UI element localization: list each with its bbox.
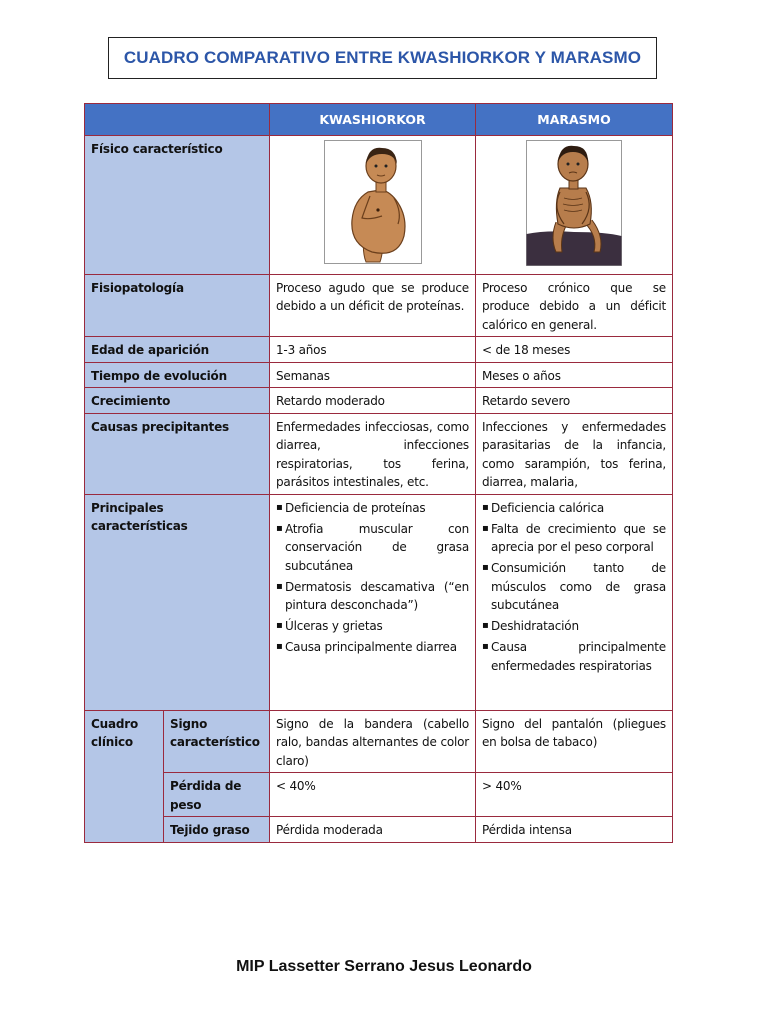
label-crecimiento: Crecimiento: [85, 388, 270, 414]
label-causas: Causas precipitantes: [85, 413, 270, 494]
header-marasmo: MARASMO: [476, 104, 673, 136]
kwashiorkor-tiempo: Semanas: [270, 362, 476, 388]
list-item: ▪ Deficiencia de proteínas: [276, 499, 469, 518]
list-item: ▪ Úlceras y grietas: [276, 617, 469, 636]
header-kwashiorkor: KWASHIORKOR: [270, 104, 476, 136]
label-fisiopatologia: Fisiopatología: [85, 274, 270, 337]
row-crecimiento: [85, 388, 673, 414]
row-tejido-graso: [85, 817, 673, 843]
list-item: ▪ Causa principalmente diarrea: [276, 638, 469, 657]
title-box: [108, 37, 657, 79]
label-edad: Edad de aparición: [85, 337, 270, 363]
list-item: ▪ Falta de crecimiento que se aprecia por el peso corporal: [482, 520, 666, 557]
kwashiorkor-caracteristicas: [270, 494, 476, 710]
label-fisico: Físico característico: [85, 136, 270, 275]
row-edad: [85, 337, 673, 363]
marasmo-caracteristicas: [476, 494, 673, 710]
kwashiorkor-image-cell: [270, 136, 476, 275]
row-caracteristicas: [85, 494, 673, 710]
kwashiorkor-signo: Signo de la bandera (cabello ralo, bandas alternantes de color claro): [270, 710, 476, 773]
list-item: ▪ Deshidratación: [482, 617, 666, 636]
kwashiorkor-child-illustration: [324, 140, 422, 264]
kwashiorkor-perdida-peso: < 40%: [270, 773, 476, 817]
comparison-table: [84, 103, 673, 843]
kwashiorkor-fisiopatologia: Proceso agudo que se produce debido a un déficit de proteínas.: [270, 274, 476, 337]
list-item: ▪ Deficiencia calórica: [482, 499, 666, 518]
marasmo-perdida-peso: > 40%: [476, 773, 673, 817]
kwashiorkor-crecimiento: Retardo moderado: [270, 388, 476, 414]
row-perdida-peso: [85, 773, 673, 817]
label-tejido-graso: Tejido graso: [164, 817, 270, 843]
kwashiorkor-tejido-graso: Pérdida moderada: [270, 817, 476, 843]
marasmo-feature-list: [482, 499, 666, 676]
marasmo-tiempo: Meses o años: [476, 362, 673, 388]
marasmus-child-illustration: [526, 140, 622, 266]
marasmo-tejido-graso: Pérdida intensa: [476, 817, 673, 843]
list-item: ▪ Dermatosis descamativa (“en pintura desconchada”): [276, 578, 469, 615]
label-tiempo: Tiempo de evolución: [85, 362, 270, 388]
list-item: ▪ Atrofia muscular con conservación de grasa subcutánea: [276, 520, 469, 576]
marasmo-signo: Signo del pantalón (pliegues en bolsa de tabaco): [476, 710, 673, 773]
header-corner: [85, 104, 270, 136]
list-item: ▪ Consumición tanto de músculos como de grasa subcutánea: [482, 559, 666, 615]
label-cuadro-clinico: Cuadro clínico: [85, 710, 164, 842]
row-signo: [85, 710, 673, 773]
row-fisico: [85, 136, 673, 275]
author-footer: MIP Lassetter Serrano Jesus Leonardo: [236, 958, 532, 975]
kwashiorkor-feature-list: [276, 499, 469, 657]
row-causas: [85, 413, 673, 494]
label-perdida-peso: Pérdida de peso: [164, 773, 270, 817]
kwashiorkor-edad: 1-3 años: [270, 337, 476, 363]
header-row: [85, 104, 673, 136]
label-signo: Signo característico: [164, 710, 270, 773]
marasmo-causas: Infecciones y enfermedades parasitarias de la infancia, como sarampión, tos ferina, diarrea, malaria,: [476, 413, 673, 494]
kwashiorkor-causas: Enfermedades infecciosas, como diarrea, infecciones respiratorias, tos ferina, parásitos intestinales, etc.: [270, 413, 476, 494]
marasmo-crecimiento: Retardo severo: [476, 388, 673, 414]
marasmo-fisiopatologia: Proceso crónico que se produce debido a un déficit calórico en general.: [476, 274, 673, 337]
page-title: CUADRO COMPARATIVO ENTRE KWASHIORKOR Y MARASMO: [123, 48, 642, 67]
row-tiempo: [85, 362, 673, 388]
list-item: ▪ Causa principalmente enfermedades respiratorias: [482, 638, 666, 675]
row-fisiopatologia: [85, 274, 673, 337]
marasmo-edad: < de 18 meses: [476, 337, 673, 363]
marasmo-image-cell: [476, 136, 673, 275]
label-caracteristicas: Principales características: [85, 494, 270, 710]
